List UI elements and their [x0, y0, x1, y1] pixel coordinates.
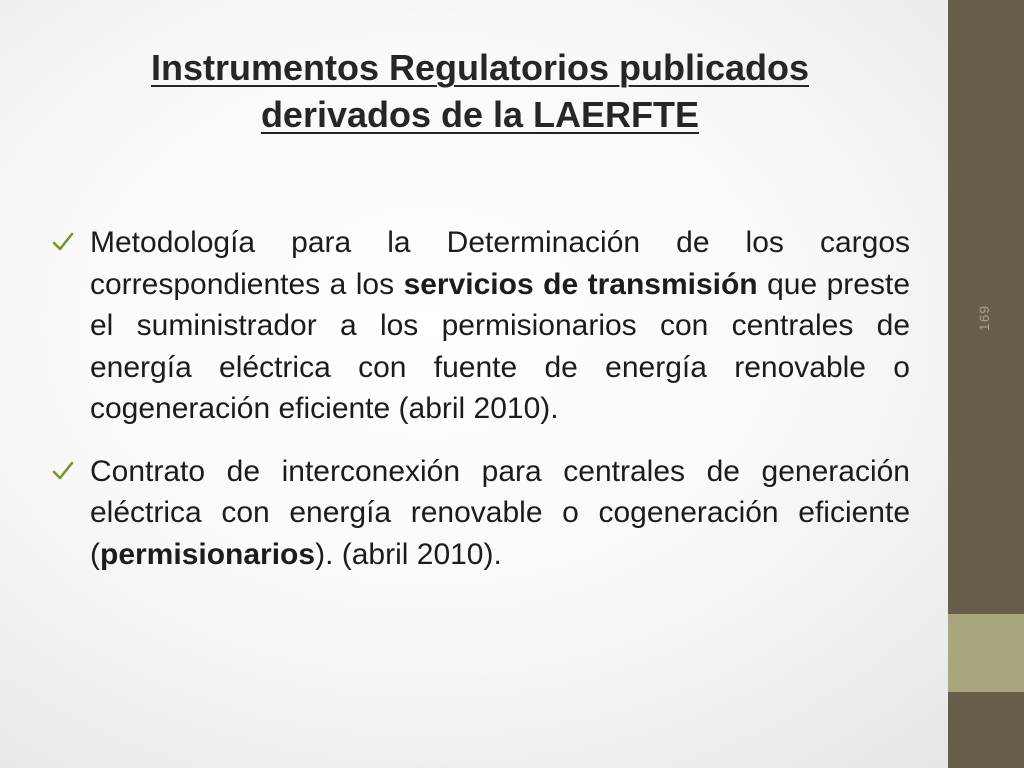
- bullet-text-interconnection-contract: Contrato de interconexión para centrales de generación eléctrica con energía renovable o cogeneración eficiente (permisionarios). (abril 2010).: [90, 454, 910, 571]
- side-bar-accent-block: [948, 614, 1024, 692]
- bullet-bold-transmission-services: servicios de transmisión: [403, 267, 758, 301]
- bullet-text-methodology: Metodología para la Determinación de los cargos correspondientes a los servicios de transmisión que preste el suministrador a los permisionarios con centrales de energía eléctrica con fuente de energía renovable o cogeneración eficiente (abril 2010).: [90, 226, 910, 425]
- bullet-item-interconnection-contract: [50, 451, 910, 576]
- slide-number: 169: [976, 304, 992, 332]
- bullet-list: [50, 222, 910, 596]
- slide-title: [60, 44, 900, 138]
- slide-title-line-2: derivados de la LAERFTE: [260, 94, 700, 135]
- checkmark-icon: [52, 232, 74, 252]
- bullet-bold-permit-holders: permisionarios: [100, 537, 316, 571]
- checkmark-icon: [52, 461, 74, 481]
- slide-title-line-1: Instrumentos Regulatorios publicados: [150, 47, 810, 88]
- bullet-item-methodology: [50, 222, 910, 430]
